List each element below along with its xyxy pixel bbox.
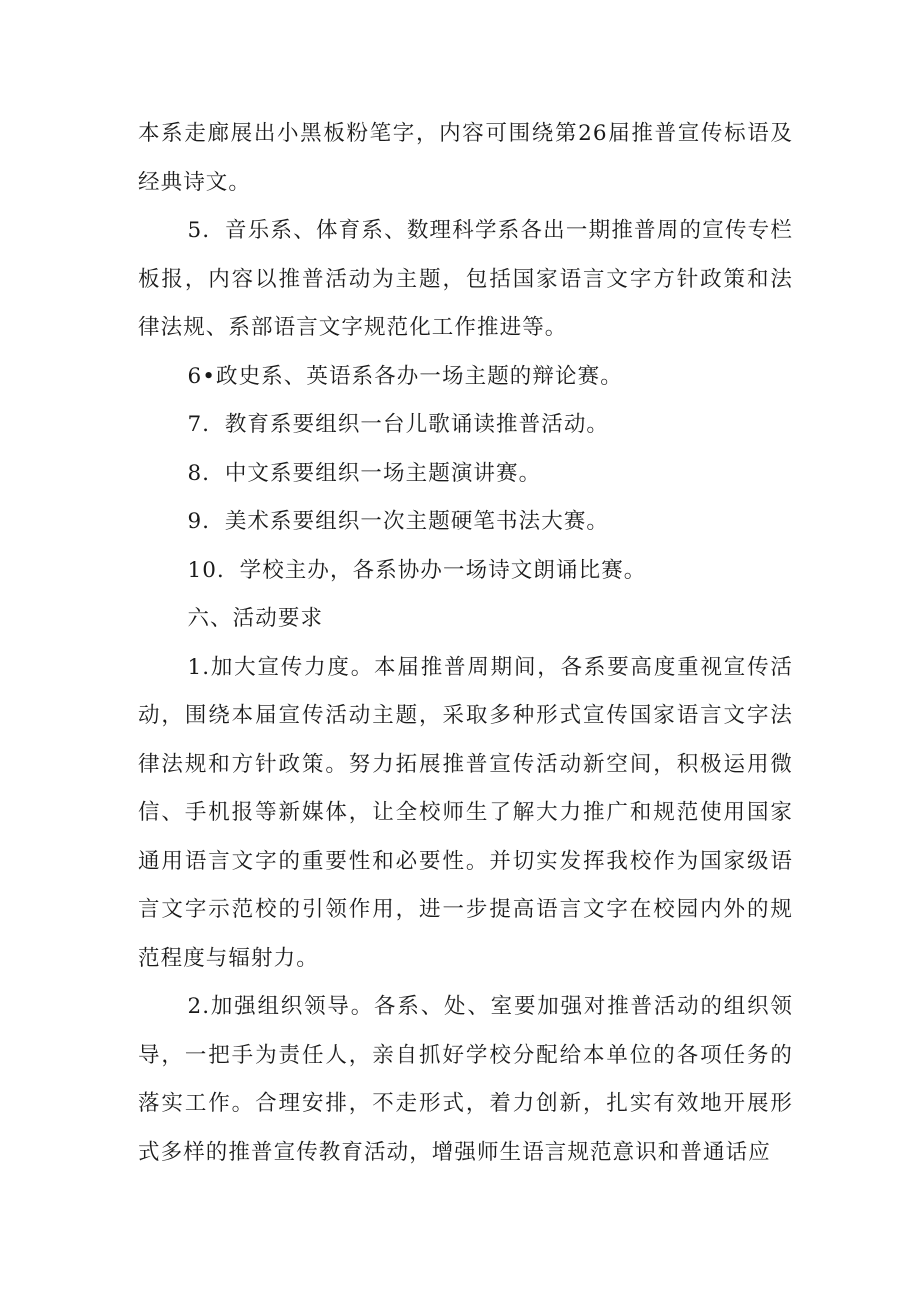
document-body [138,110,793,1177]
paragraph-item-5: 5．音乐系、体育系、数理科学系各出一期推普周的宣传专栏板报，内容以推普活动为主题，包括国家语言文字方针政策和法律法规、系部语言文字规范化工作推进等。 [138,218,793,340]
paragraph-requirement-1: 1.加大宣传力度。本届推普周期间，各系要高度重视宣传活动，围绕本届宣传活动主题，采取多种形式宣传国家语言文字法律法规和方针政策。努力拓展推普宣传活动新空间，积极运用微信、手机报等新媒体，让全校师生了解大力推广和规范使用国家通用语言文字的重要性和必要性。并切实发挥我校作为国家级语言文字示范校的引领作用，进一步提高语言文字在校园内外的规范程度与辐射力。 [138,654,793,971]
section-heading-requirements: 六、活动要求 [187,606,324,631]
paragraph-requirement-2: 2.加强组织领导。各系、处、室要加强对推普活动的组织领导，一把手为责任人，亲自抓好学校分配给本单位的各项任务的落实工作。合理安排，不走形式，着力创新，扎实有效地开展形式多样的推普宣传教育活动，增强师生语言规范意识和普通话应 [138,994,793,1165]
paragraph-item-10: 10．学校主办，各系协办一场诗文朗诵比赛。 [187,557,647,583]
paragraph-item-7: 7．教育系要组织一台儿歌诵读推普活动。 [187,412,610,437]
paragraph-item-8: 8．中文系要组织一场主题演讲赛。 [187,460,542,486]
paragraph-continuation: 本系走廊展出小黑板粉笔字，内容可围绕第26届推普宣传标语及经典诗文。 [138,121,793,195]
paragraph-item-9: 9．美术系要组织一次主题硬笔书法大赛。 [187,509,610,534]
paragraph-item-6: 6•政史系、英语系各办一场主题的辩论赛。 [187,363,623,389]
